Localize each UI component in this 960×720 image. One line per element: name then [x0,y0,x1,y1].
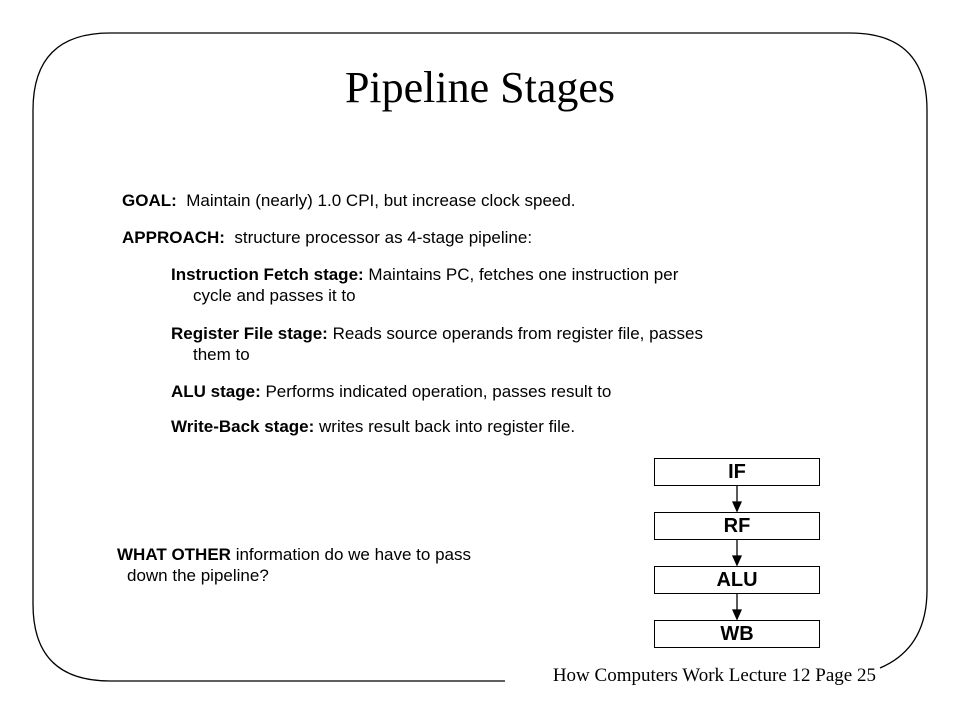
stage-text-cont: them to [193,345,250,364]
approach-label: APPROACH: [122,228,225,247]
stage-box-if: IF [654,458,820,486]
footer-text: How Computers Work Lecture 12 Page 25 [552,665,876,686]
goal-text: Maintain (nearly) 1.0 CPI, but increase clock speed. [186,191,576,210]
goal-label: GOAL: [122,191,177,210]
stage-label: Instruction Fetch stage: [171,265,364,284]
stage-text: Performs indicated operation, passes result to [265,382,612,401]
page-title: Pipeline Stages [344,63,616,112]
stage-box-rf: RF [654,512,820,540]
question-body: information do we have to pass [235,545,471,564]
stage-label: Register File stage: [171,324,328,343]
arrow-alu-wb-head [733,610,741,619]
stage-text-cont: cycle and passes it to [193,286,356,305]
question-cont: down the pipeline? [127,566,269,585]
stage-label: ALU stage: [171,382,261,401]
stage-text: Reads source operands from register file, passes [332,324,703,343]
arrow-rf-alu-head [733,556,741,565]
stage-box-alu: ALU [654,566,820,594]
stage-text: Maintains PC, fetches one instruction per [368,265,679,284]
stage-box-wb: WB [654,620,820,648]
approach-text: structure processor as 4-stage pipeline: [234,228,533,247]
stage-text: writes result back into register file. [319,417,576,436]
arrow-if-rf-head [733,502,741,511]
stage-label: Write-Back stage: [171,417,315,436]
question-label: WHAT OTHER [117,545,231,564]
